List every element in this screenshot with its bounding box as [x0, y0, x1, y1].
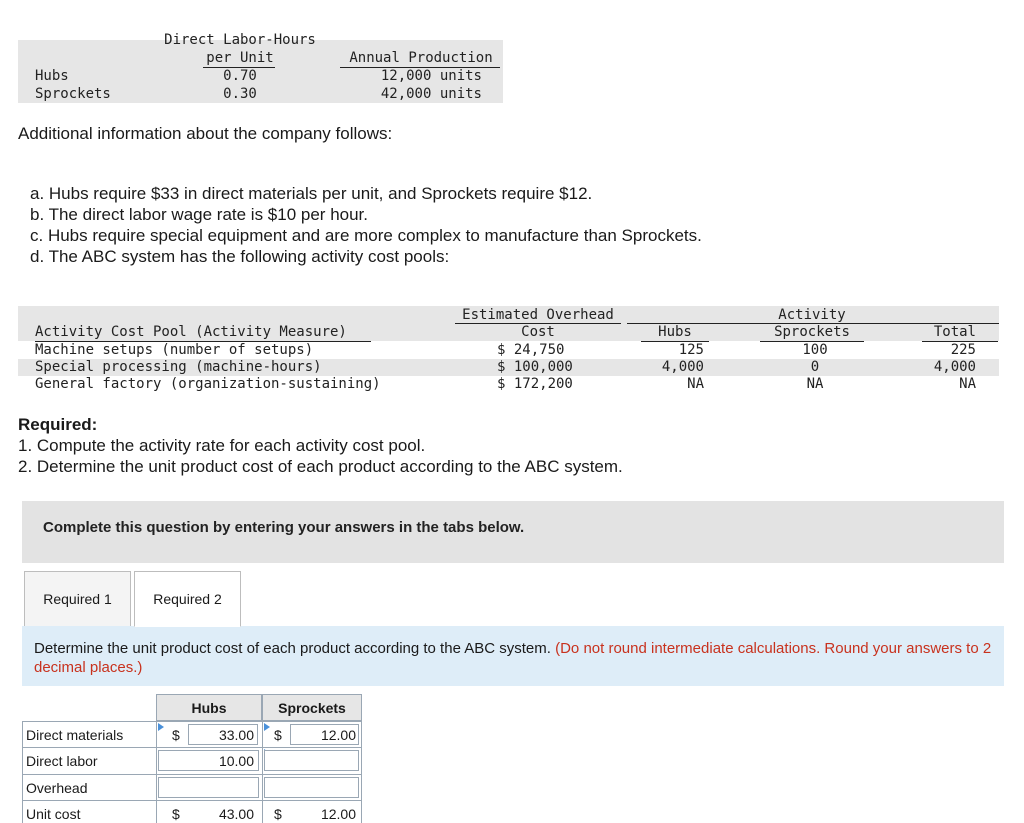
- activity-row-cost: $ 24,750: [497, 342, 565, 358]
- info-item-d: d. The ABC system has the following activity cost pools:: [30, 247, 450, 266]
- activity-cost-header-line1: Estimated Overhead: [462, 307, 614, 323]
- row-divider: [22, 721, 362, 722]
- row-divider: [22, 747, 362, 748]
- currency-symbol: $: [172, 806, 180, 822]
- dlh-header-line2: per Unit: [206, 50, 274, 66]
- activity-row-total: 4,000: [933, 359, 976, 375]
- product-sprockets-label: Sprockets: [35, 86, 111, 102]
- hubs-overhead-input[interactable]: [158, 777, 259, 798]
- left-border: [22, 721, 23, 823]
- activity-row-total: 225: [950, 342, 976, 358]
- sprockets-overhead-input[interactable]: [264, 777, 359, 798]
- activity-row-hubs: 4,000: [661, 359, 704, 375]
- info-item-a: a. Hubs require $33 in direct materials per unit, and Sprockets require $12.: [30, 184, 593, 203]
- hubs-direct-materials-value: 33.00: [218, 727, 254, 743]
- activity-row-total: NA: [959, 376, 976, 392]
- activity-sprockets-header: Sprockets: [774, 324, 850, 340]
- product-hubs-label: Hubs: [35, 68, 69, 84]
- row-label-direct-labor: Direct labor: [26, 753, 98, 769]
- input-marker-icon: [158, 723, 164, 731]
- row-label-unit-cost: Unit cost: [26, 806, 81, 822]
- row-divider: [22, 800, 362, 801]
- currency-symbol: $: [172, 727, 180, 743]
- activity-row-sprockets: NA: [806, 376, 824, 392]
- row-divider: [22, 774, 362, 775]
- question-note: (Do not round intermediate calculations. Round your answers to 2 decimal places.): [34, 640, 992, 676]
- activity-row-pool: General factory (organization-sustaining): [35, 376, 381, 392]
- question-panel: [22, 626, 1004, 686]
- activity-row-pool: Machine setups (number of setups): [35, 342, 314, 358]
- question-text-block: [34, 639, 999, 677]
- instruction-text: Complete this question by entering your answers in the tabs below.: [43, 519, 525, 536]
- product-sprockets-annual: 42,000 units: [380, 86, 482, 102]
- hubs-direct-labor-value: 10.00: [218, 753, 254, 769]
- answer-header-hubs: Hubs: [191, 700, 227, 716]
- instruction-banner: [22, 501, 1004, 563]
- activity-row-sprockets: 100: [802, 342, 828, 358]
- annual-header: Annual Production: [349, 50, 493, 66]
- col-divider: [156, 721, 157, 823]
- question-text: Determine the unit product cost of each product according to the ABC system.: [34, 640, 551, 657]
- tab-required-2[interactable]: Required 2: [134, 571, 241, 627]
- activity-row-cost: $ 172,200: [497, 376, 573, 392]
- activity-total-header: Total: [933, 324, 976, 340]
- activity-row-cost: $ 100,000: [497, 359, 573, 375]
- activity-row-hubs: 125: [678, 342, 704, 358]
- sprockets-direct-materials-value: 12.00: [320, 727, 356, 743]
- activity-row-pool: Special processing (machine-hours): [35, 359, 322, 375]
- required-heading: Required:: [18, 415, 98, 434]
- activity-cost-header-line2: Cost: [521, 324, 555, 340]
- required-item-2: 2. Determine the unit product cost of each product according to the ABC system.: [18, 457, 623, 476]
- sprockets-unit-cost-value: 12.00: [320, 806, 356, 822]
- product-hubs-dlh: 0.70: [223, 68, 257, 84]
- info-item-c: c. Hubs require special equipment and are more complex to manufacture than Sprockets.: [30, 226, 702, 245]
- activity-hubs-header: Hubs: [658, 324, 692, 340]
- row-label-overhead: Overhead: [26, 780, 88, 796]
- currency-symbol: $: [274, 806, 282, 822]
- product-hubs-annual: 12,000 units: [380, 68, 482, 84]
- answer-table: [22, 694, 362, 823]
- dlh-header-line1: Direct Labor-Hours: [164, 32, 316, 48]
- row-label-direct-materials: Direct materials: [26, 727, 124, 743]
- required-item-1: 1. Compute the activity rate for each activity cost pool.: [18, 436, 426, 455]
- product-sprockets-dlh: 0.30: [223, 86, 257, 102]
- tab-required-1[interactable]: Required 1: [24, 571, 131, 627]
- info-item-b: b. The direct labor wage rate is $10 per hour.: [30, 205, 368, 224]
- currency-symbol: $: [274, 727, 282, 743]
- hubs-unit-cost-value: 43.00: [218, 806, 254, 822]
- answer-header-sprockets: Sprockets: [278, 700, 346, 716]
- input-marker-icon: [264, 723, 270, 731]
- activity-row-hubs: NA: [687, 376, 704, 392]
- additional-info-text: Additional information about the company follows:: [18, 124, 393, 143]
- right-border: [361, 721, 362, 823]
- activity-header: Activity: [778, 307, 846, 323]
- activity-row-sprockets: 0: [810, 359, 820, 375]
- col-divider: [262, 721, 263, 823]
- activity-pool-header: Activity Cost Pool (Activity Measure): [35, 324, 347, 340]
- sprockets-direct-labor-input[interactable]: [264, 750, 359, 771]
